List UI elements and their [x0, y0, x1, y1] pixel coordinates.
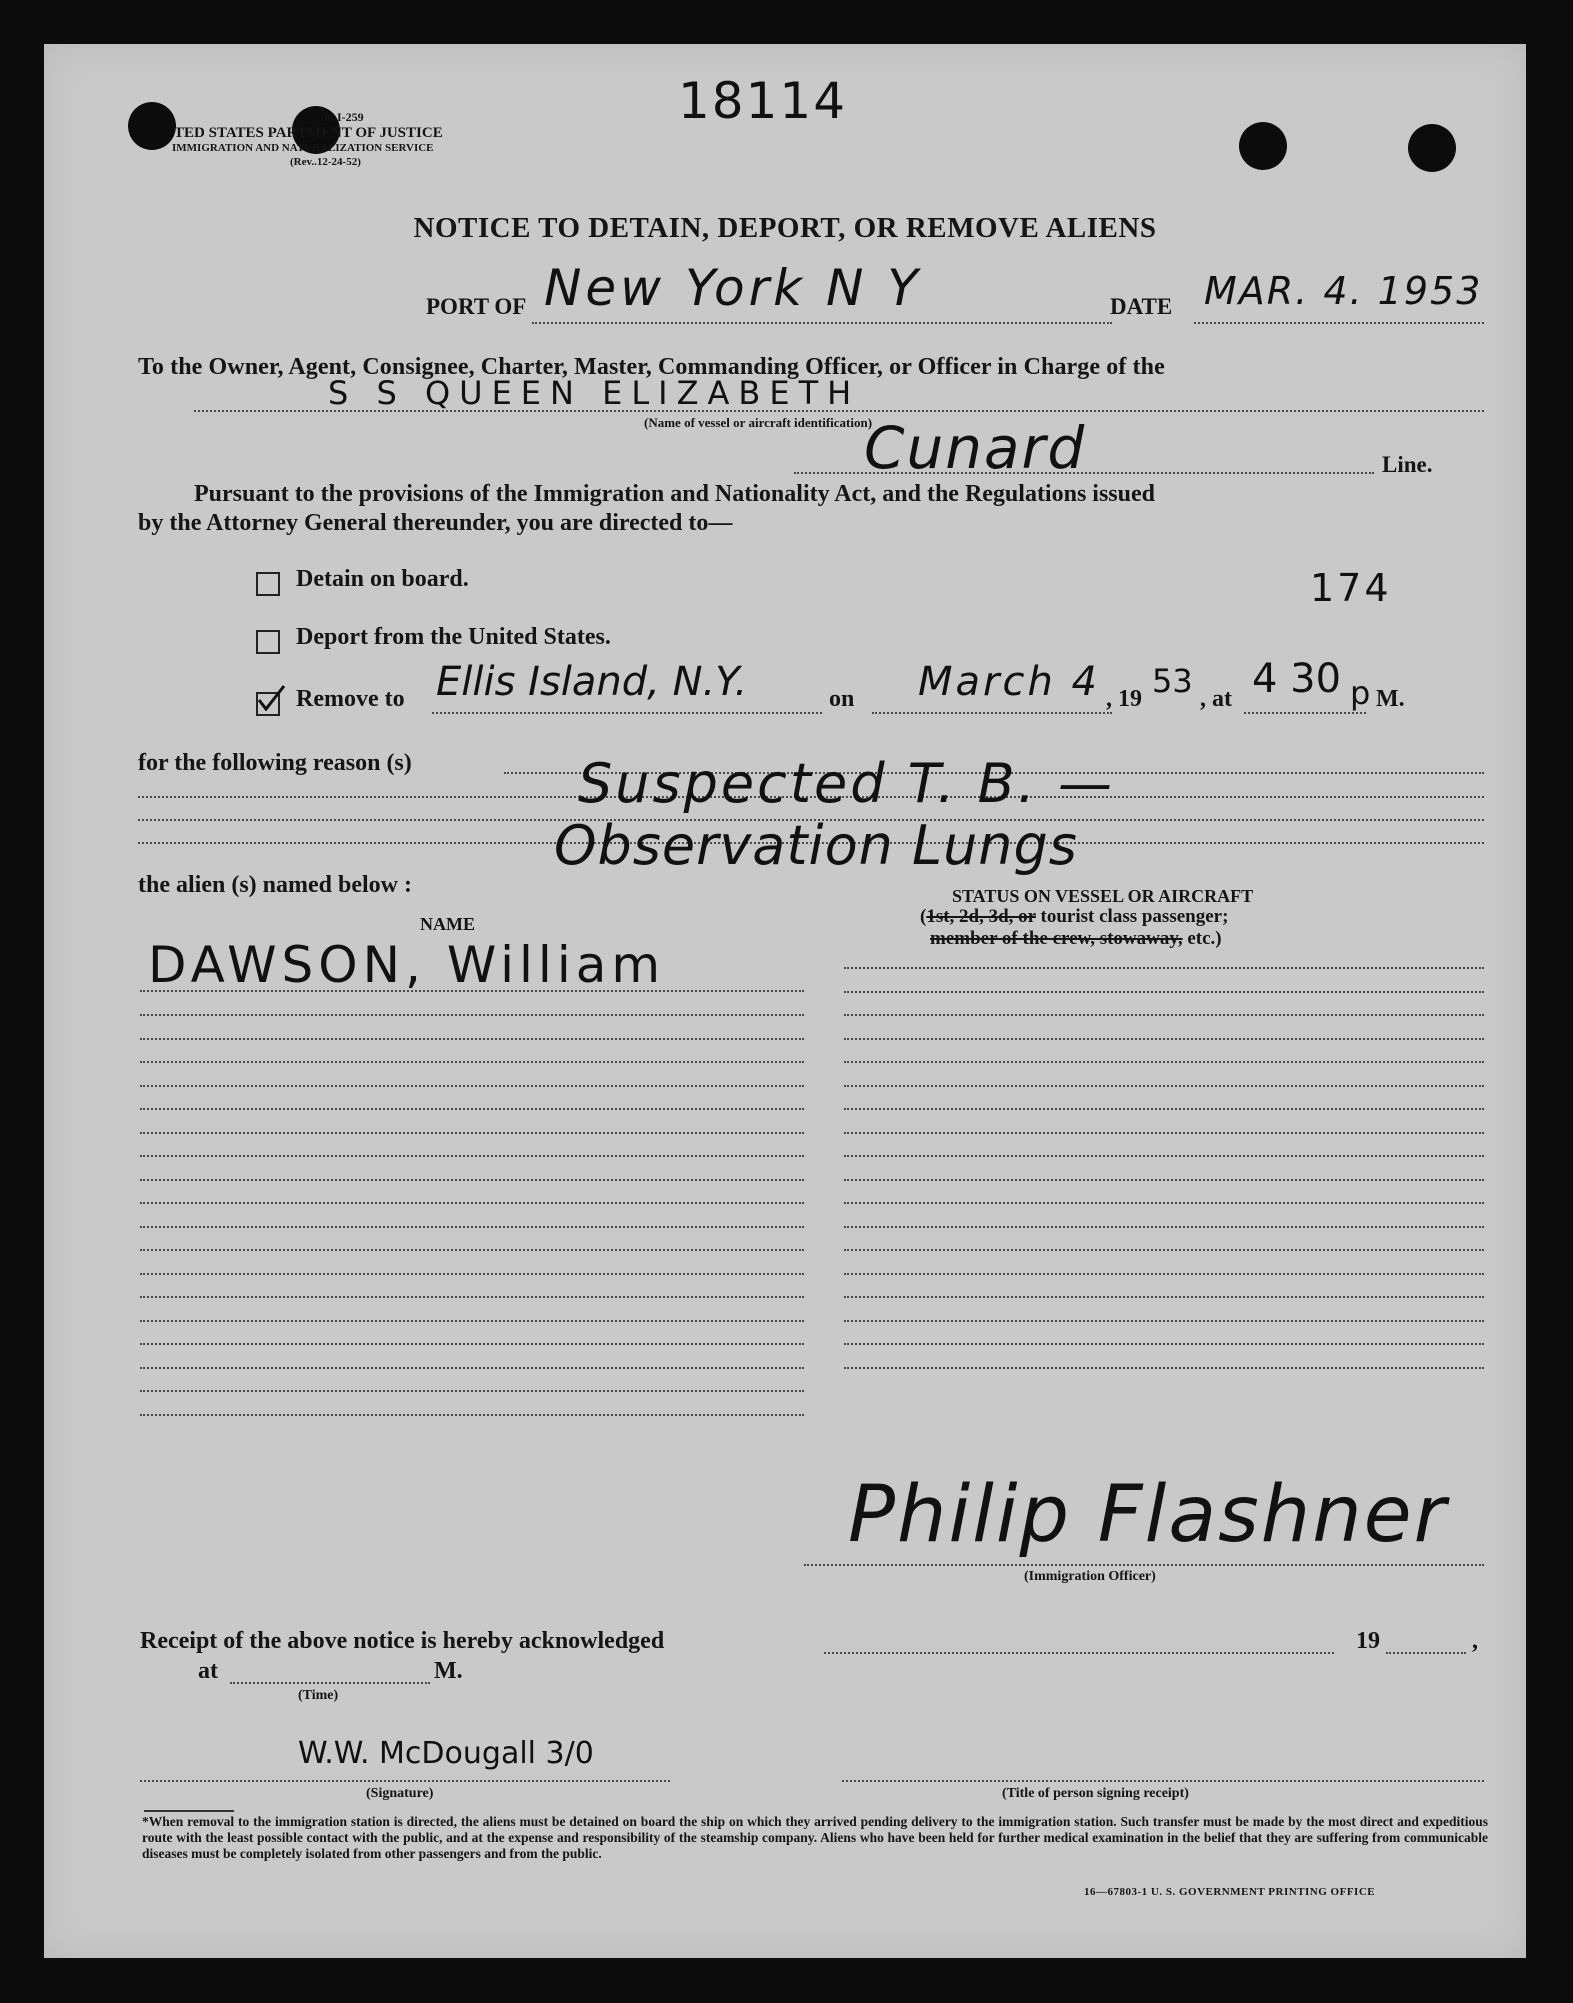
punch-hole	[1408, 124, 1456, 172]
status-row-line	[844, 1296, 1484, 1298]
remove-time: 4 30	[1252, 656, 1342, 702]
name-row-line	[140, 1249, 804, 1251]
status-row-line	[844, 1179, 1484, 1181]
remove-meridiem: p	[1350, 674, 1371, 712]
port-line	[532, 322, 1112, 324]
name-row-line	[140, 1132, 804, 1134]
entry-number: 174	[1310, 566, 1392, 610]
name-row-line	[140, 1226, 804, 1228]
status-row-line	[844, 1202, 1484, 1204]
punch-hole	[128, 102, 176, 150]
receipt-signature: W.W. McDougall 3/0	[298, 1736, 594, 1771]
status-row-line	[844, 1085, 1484, 1087]
status-row-line	[844, 1249, 1484, 1251]
signature-caption: (Signature)	[366, 1786, 434, 1801]
remove-year-prefix: , 19	[1106, 686, 1142, 712]
file-number: 18114	[678, 72, 848, 130]
vessel-caption: (Name of vessel or aircraft identification)	[644, 415, 873, 430]
vessel-name: S S QUEEN ELIZABETH	[328, 374, 861, 412]
status-row-line	[844, 1320, 1484, 1322]
remove-checkbox[interactable]	[256, 692, 280, 716]
receipt-year-label: 19	[1356, 1628, 1380, 1654]
receipt-comma: ,	[1472, 1628, 1478, 1654]
remove-place-line	[432, 712, 822, 714]
name-column-header: NAME	[420, 914, 475, 934]
status-column-header: STATUS ON VESSEL OR AIRCRAFT	[952, 886, 1254, 906]
department-name: TED STATES PARTMENT OF JUSTICE	[174, 125, 443, 141]
receipt-title-line	[842, 1780, 1484, 1782]
printer-imprint: 16—67803-1 U. S. GOVERNMENT PRINTING OFFICE	[1084, 1886, 1376, 1898]
status-sub-2: etc.)	[1187, 928, 1222, 949]
officer-caption: (Immigration Officer)	[1024, 1569, 1156, 1584]
detain-label: Detain on board.	[296, 566, 469, 592]
name-row-line	[140, 1343, 804, 1345]
status-row-line	[844, 1343, 1484, 1345]
remove-year: 53	[1152, 662, 1193, 700]
receipt-time-line	[230, 1682, 430, 1684]
name-row-line	[140, 1061, 804, 1063]
footnote-rule	[144, 1810, 234, 1812]
reason-line-1: Suspected T. B. —	[578, 752, 1115, 815]
remove-m-label: M.	[1376, 686, 1405, 712]
name-row-line	[140, 1179, 804, 1181]
name-row-line	[140, 1038, 804, 1040]
status-row-line	[844, 1132, 1484, 1134]
checkmark-icon	[256, 684, 286, 712]
footnote: *When removal to the immigration station is directed, the aliens must be detained on board the ship on which they arrived pending delivery to the immigration station. Such transfer must be made by the most direct and expeditious route with the least possible contact with the public, and at the expense and responsibility of the steamship company. Aliens who have been held for further medical examination in the belief that they are suffering from communicable diseases must be completely isolated from other passengers and from the public.	[142, 1814, 1488, 1861]
status-row-line	[844, 1038, 1484, 1040]
status-struck-1: 1st, 2d, 3d, or	[926, 906, 1036, 927]
revision-date: (Rev..12-24-52)	[290, 156, 361, 168]
page-title: NOTICE TO DETAIN, DEPORT, OR REMOVE ALIENS	[413, 212, 1157, 244]
status-sub-1: tourist class passenger;	[1040, 906, 1229, 927]
status-row-line	[844, 1273, 1484, 1275]
name-row-line	[140, 1414, 804, 1416]
status-subheader-2	[930, 928, 1222, 950]
date-value: MAR. 4. 1953	[1204, 269, 1483, 313]
name-row-line	[140, 1320, 804, 1322]
remove-time-line	[1244, 712, 1366, 714]
vessel-line	[194, 410, 1484, 412]
name-row-line	[140, 1155, 804, 1157]
name-row-line	[140, 1085, 804, 1087]
status-row-line	[844, 1155, 1484, 1157]
line-name: Cunard	[864, 414, 1087, 482]
remove-on-label: on	[829, 686, 855, 712]
pursuant-line-2: by the Attorney General thereunder, you are directed to—	[138, 510, 733, 536]
port-label: PORT OF	[426, 294, 527, 319]
status-row-line	[844, 1108, 1484, 1110]
title-caption: (Title of person signing receipt)	[1002, 1786, 1189, 1801]
deport-checkbox[interactable]	[256, 630, 280, 654]
name-row-line	[140, 1014, 804, 1016]
reason-line-2: Observation Lungs	[554, 814, 1078, 877]
remove-label: Remove to	[296, 686, 405, 712]
status-row-line	[844, 1226, 1484, 1228]
officer-signature: Philip Flashner	[848, 1470, 1448, 1560]
name-row-line	[140, 1108, 804, 1110]
aliens-label: the alien (s) named below :	[138, 872, 412, 898]
receipt-year-line	[1386, 1652, 1466, 1654]
receipt-date-line	[824, 1652, 1334, 1654]
deport-label: Deport from the United States.	[296, 624, 611, 650]
name-row-line	[140, 1367, 804, 1369]
status-row-line	[844, 991, 1484, 993]
status-row-line	[844, 1367, 1484, 1369]
pursuant-line-1: Pursuant to the provisions of the Immigration and Nationality Act, and the Regulations issued	[194, 481, 1155, 507]
time-caption: (Time)	[298, 1688, 339, 1703]
remove-at-label: , at	[1200, 686, 1232, 712]
alien-name: DAWSON, William	[148, 936, 666, 994]
name-row-line	[140, 1202, 804, 1204]
date-label: DATE	[1110, 294, 1173, 319]
receipt-at-label: at	[198, 1658, 218, 1684]
name-row-line	[140, 990, 804, 992]
name-row-line	[140, 1273, 804, 1275]
status-subheader-1: (1st, 2d, 3d, or tourist class passenger;	[920, 906, 1229, 927]
form-number: m I-259	[324, 110, 364, 124]
status-row-line	[844, 1061, 1484, 1063]
reasons-label: for the following reason (s)	[138, 750, 412, 776]
name-row-line	[140, 1296, 804, 1298]
status-row-line	[844, 1014, 1484, 1016]
detain-checkbox[interactable]	[256, 572, 280, 596]
name-row-line	[140, 1390, 804, 1392]
remove-place: Ellis Island, N.Y.	[436, 659, 748, 705]
status-row-line	[844, 967, 1484, 969]
receipt-signature-line	[140, 1780, 670, 1782]
line-label: Line.	[1382, 452, 1433, 477]
punch-hole	[1239, 122, 1287, 170]
receipt-m-label: M.	[434, 1658, 463, 1684]
receipt-text: Receipt of the above notice is hereby acknowledged	[140, 1628, 665, 1654]
document-page	[44, 44, 1526, 1958]
remove-day: March 4	[918, 659, 1100, 705]
addressee-text: To the Owner, Agent, Consignee, Charter, Master, Commanding Officer, or Officer in Charge of the	[138, 354, 1165, 380]
port-value: New York N Y	[544, 259, 922, 317]
officer-signature-line	[804, 1564, 1484, 1566]
date-line	[1194, 322, 1484, 324]
status-struck-2: member of the crew, stowaway,	[930, 928, 1183, 949]
service-name: IMMIGRATION AND NATURALIZATION SERVICE	[172, 142, 434, 154]
line-name-line	[794, 472, 1374, 474]
remove-day-line	[872, 712, 1112, 714]
